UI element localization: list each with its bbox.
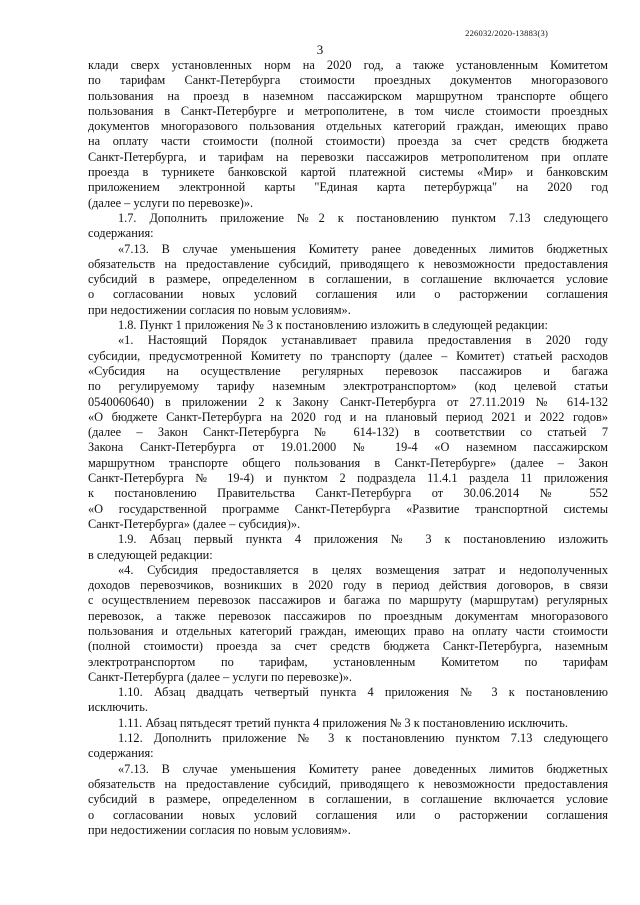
text-line: перевозок, а также перевозок пассажиров по проездным документам многоразового: [88, 608, 608, 623]
text-line: субсидий в размере, определенном в соглашении, в соглашение включается условие: [88, 792, 608, 807]
text-line: 1.9. Абзац первый пункта 4 приложения № 3 к постановлению изложить: [118, 532, 608, 547]
text-line: Санкт-Петербурга» (далее – субсидия)».: [88, 516, 301, 531]
text-line: субсидий в размере, определенном в соглашении, в соглашение включается условие: [88, 272, 608, 287]
page-number: 3: [316, 42, 324, 57]
text-line: на оплату части стоимости (полной стоимости) проезда за счет средств бюджета: [88, 134, 608, 149]
text-line: клади сверх установленных норм на 2020 год, а также установленным Комитетом: [88, 58, 608, 72]
text-line: пользования на проезд в наземном пассажирском маршрутном транспорте общего: [88, 88, 608, 103]
text-line: 1.11. Абзац пятьдесят третий пункта 4 приложения № 3 к постановлению исключить.: [118, 715, 568, 730]
text-line: содержания:: [88, 226, 154, 241]
text-line: Санкт-Петербурга (далее – услуги по перевозке)».: [88, 669, 352, 684]
text-line: обязательств на предоставление субсидий, приводящего к невозможности предоставления: [88, 776, 608, 791]
text-line: содержания:: [88, 746, 154, 761]
text-line: обязательств на предоставление субсидий, приводящего к невозможности предоставления: [88, 256, 608, 271]
text-line: пользования в Санкт-Петербурге и метрополитене, в том числе стоимости проездных: [88, 103, 608, 118]
text-line: 1.10. Абзац двадцать четвертый пункта 4 приложения № 3 к постановлению: [118, 685, 608, 700]
text-line: Закона Санкт-Петербурга от 19.01.2000 № 19-4 «О наземном пассажирском: [88, 440, 608, 455]
text-line: о согласовании новых условий соглашения или о расторжении соглашения: [88, 287, 608, 302]
text-line: 0540060640) в приложении 2 к Закону Санкт-Петербурга от 27.11.2019 № 614-132: [88, 394, 608, 409]
text-line: документов многоразового пользования отдельных категорий граждан, имеющих право: [88, 119, 608, 134]
text-line: «О бюджете Санкт-Петербурга на 2020 год и на плановый период 2021 и 2022 годов»: [88, 409, 608, 424]
text-line: (далее – услуги по перевозке)».: [88, 195, 254, 210]
text-line: «4. Субсидия предоставляется в целях возмещения затрат и недополученных: [118, 562, 608, 577]
document-body: [88, 58, 608, 838]
text-line: «1. Настоящий Порядок устанавливает правила предоставления в 2020 году: [118, 333, 608, 348]
text-line: о согласовании новых условий соглашения или о расторжении соглашения: [88, 807, 608, 822]
text-line: к постановлению Правительства Санкт-Петербурга от 30.06.2014 № 552: [88, 486, 608, 501]
text-line: приложением электронной карты "Единая карта петербуржца" на 2020 год: [88, 180, 608, 195]
text-line: «7.13. В случае уменьшения Комитету ранее доведенных лимитов бюджетных: [118, 241, 608, 256]
text-line: исключить.: [88, 700, 148, 715]
text-line: «О государственной программе Санкт-Петербурга «Развитие транспортной системы: [88, 501, 608, 516]
text-line: 1.8. Пункт 1 приложения № 3 к постановлению изложить в следующей редакции:: [118, 318, 548, 333]
text-line: 1.7. Дополнить приложение №2 к постановлению пунктом 7.13 следующего: [118, 210, 608, 225]
text-line: электротранспортом по тарифам, установленным Комитетом по тарифам: [88, 654, 608, 669]
text-line: маршрутном транспорте общего пользования в Санкт-Петербурге» (далее – Закон: [88, 455, 608, 470]
text-line: субсидии, предусмотренной Комитету по транспорту (далее – Комитет) статьей расходов: [88, 348, 608, 363]
text-line: по регулируемому тарифу наземным электротранспортом» (код целевой статьи: [88, 379, 608, 394]
text-line: «7.13. В случае уменьшения Комитету ранее доведенных лимитов бюджетных: [118, 761, 608, 776]
text-line: пользования и отдельных категорий граждан, имеющих право на оплату части стоимости: [88, 623, 608, 638]
text-line: проезда в турникете банковской картой платежной системы «Мир» и банковским: [88, 165, 608, 180]
text-line: при недостижении согласия по новым условиям».: [88, 302, 351, 317]
text-line: по тарифам Санкт-Петербурга стоимости проездных документов многоразового: [88, 73, 608, 88]
document-number: 226032/2020-13883(3): [465, 28, 548, 38]
text-line: Санкт-Петербурга № 19-4) и пунктом 2 подраздела 11.4.1 раздела 11 приложения: [88, 471, 608, 486]
text-line: (далее – Закон Санкт-Петербурга № 614-132) в соответствии со статьей 7: [88, 425, 608, 440]
text-line: 1.12. Дополнить приложение № 3 к постановлению пунктом 7.13 следующего: [118, 731, 608, 746]
text-line: доходов перевозчиков, возникших в 2020 году в период действия договоров, в связи: [88, 578, 608, 593]
text-line: в следующей редакции:: [88, 547, 213, 562]
text-line: (полной стоимости) проезда за счет средств бюджета Санкт-Петербурга, наземным: [88, 639, 608, 654]
text-line: Санкт-Петербурга, и тарифам на перевозки пассажиров метрополитеном при оплате: [88, 149, 608, 164]
text-line: с осуществлением перевозок пассажиров и багажа по маршруту (маршрутам) регулярных: [88, 593, 608, 608]
text-line: при недостижении согласия по новым условиям».: [88, 822, 351, 837]
text-line: «Субсидия на осуществление регулярных перевозок пассажиров и багажа: [88, 363, 608, 378]
